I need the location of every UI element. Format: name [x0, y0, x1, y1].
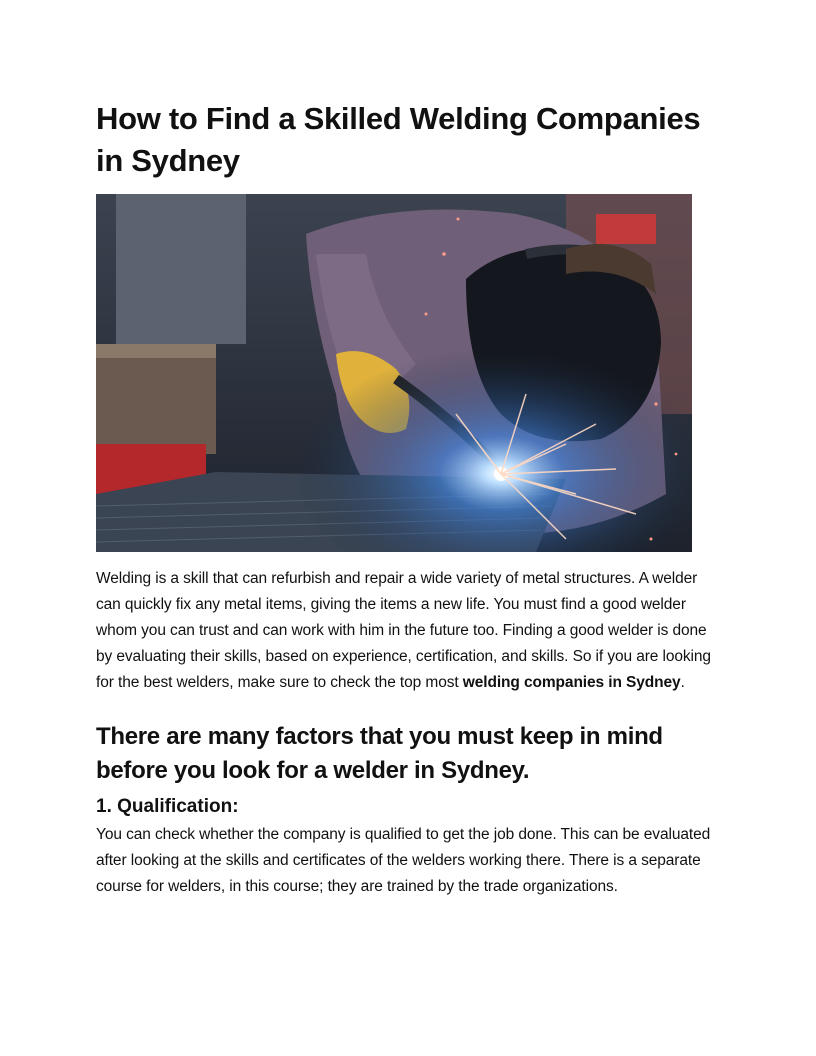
intro-text: Welding is a skill that can refurbish and repair a wide variety of metal structures. A welder can quickly fix any metal items, giving the items a new life. You must find a good welder whom you can trust and can work with him in the future too. Finding a good welder is done by evaluating their skills, based on experience, certification, and skills. So if you are looking for the best welders, make sure to check the top most — [96, 570, 711, 691]
factors-heading: There are many factors that you must keep in mind before you look for a welder in Sydney. — [96, 723, 663, 784]
section-heading-qualification: 1. Qualification: — [96, 796, 239, 817]
welding-companies-link[interactable]: welding companies in Sydney — [462, 674, 681, 691]
page-title: How to Find a Skilled Welding Companies in Sydney — [96, 101, 701, 178]
intro-paragraph — [96, 566, 720, 696]
intro-end: . — [680, 674, 685, 691]
document-page — [96, 98, 720, 900]
section-text-qualification: You can check whether the company is qualified to get the job done. This can be evaluated after looking at the skills and certificates of the welders working there. There is a separate course for welders, in this course; they are trained by the trade organizations. — [96, 826, 711, 895]
welder-photo — [96, 194, 692, 552]
